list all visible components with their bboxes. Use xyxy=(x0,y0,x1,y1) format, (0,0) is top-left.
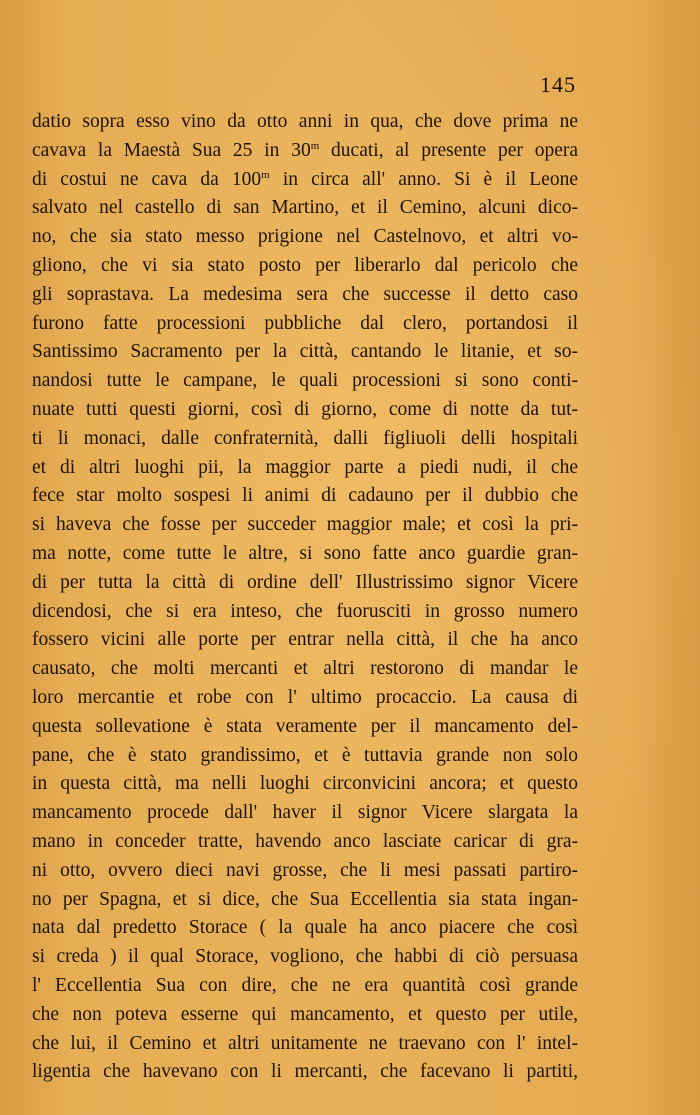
superscript: m xyxy=(310,139,320,152)
text-line: nata dal predetto Storace ( la quale ha anco piacere che così xyxy=(32,917,578,939)
text-line: ligentia che havevano con li mercanti, che facevano li partiti, xyxy=(32,1061,578,1083)
text-segment: ducati, al presente per opera xyxy=(319,139,578,161)
text-line: fossero vicini alle porte per entrar nella città, il che ha anco xyxy=(32,629,578,651)
text-line: salvato nel castello di san Martino, et il Cemino, alcuni dico- xyxy=(32,197,578,219)
text-line: questa sollevatione è stata veramente per il mancamento del- xyxy=(32,715,578,737)
text-line: che lui, il Cemino et altri unitamente ne traevano con l' intel- xyxy=(32,1032,578,1054)
text-line: ti li monaci, dalle confraternità, dalli figliuoli delli hospitali xyxy=(32,427,578,449)
text-line xyxy=(32,166,578,195)
text-segment: di costui ne cava da 100 xyxy=(32,168,262,190)
text-line: di per tutta la città di ordine dell' Illustrissimo signor Vicere xyxy=(32,571,578,593)
text-line: no, che sia stato messo prigione nel Castelnovo, et altri vo- xyxy=(32,226,578,248)
text-line: furono fatte processioni pubbliche dal clero, portandosi il xyxy=(32,312,578,334)
page-number: 145 xyxy=(540,72,576,97)
text-line: dicendosi, che si era inteso, che fuorusciti in grosso numero xyxy=(32,600,578,622)
text-line: che non poteva esserne qui mancamento, et questo per utile, xyxy=(32,1003,578,1025)
text-line: causato, che molti mercanti et altri restorono di mandar le xyxy=(32,658,578,680)
text-line: l' Eccellentia Sua con dire, che ne era quantità così grande xyxy=(32,974,578,996)
text-segment: cavava la Maestà Sua 25 in 30 xyxy=(32,139,311,161)
text-line: fece star molto sospesi li animi di cadauno per il dubbio che xyxy=(32,485,578,507)
text-line: gliono, che vi sia stato posto per liberarlo dal pericolo che xyxy=(32,254,578,276)
text-line: no per Spagna, et si dice, che Sua Eccellentia sia stata ingan- xyxy=(32,888,578,910)
text-line xyxy=(32,137,578,166)
text-line: si creda ) il qual Storace, vogliono, che habbi di ciò persuasa xyxy=(32,946,578,968)
text-line: et di altri luoghi pii, la maggior parte a piedi nudi, il che xyxy=(32,456,578,478)
text-line: mano in conceder tratte, havendo anco lasciate caricar di gra- xyxy=(32,830,578,852)
superscript: m xyxy=(261,168,270,181)
text-line: si haveva che fosse per succeder maggior male; et così la pri- xyxy=(32,514,578,536)
text-line: mancamento procede dall' haver il signor Vicere slargata la xyxy=(32,802,578,824)
text-line: Santissimo Sacramento per la città, cantando le litanie, et so- xyxy=(32,341,578,363)
text-line: gli soprastava. La medesima sera che successe il detto caso xyxy=(32,283,578,305)
text-line: datio sopra esso vino da otto anni in qua, che dove prima ne xyxy=(32,111,578,132)
body-text xyxy=(32,108,578,1087)
text-line: pane, che è stato grandissimo, et è tuttavia grande non solo xyxy=(32,744,578,766)
text-line: ma notte, come tutte le altre, si sono fatte anco guardie gran- xyxy=(32,542,578,564)
text-line: nandosi tutte le campane, le quali processioni si sono conti- xyxy=(32,370,578,392)
text-line: in questa città, ma nelli luoghi circonvicini ancora; et questo xyxy=(32,773,578,795)
text-line: ni otto, ovvero dieci navi grosse, che li mesi passati partiro- xyxy=(32,859,578,881)
text-line: nuate tutti questi giorni, così di giorno, come di notte da tut- xyxy=(32,398,578,420)
text-line: loro mercantie et robe con l' ultimo procaccio. La causa di xyxy=(32,686,578,708)
text-segment: in circa all' anno. Si è il Leone xyxy=(269,168,578,190)
